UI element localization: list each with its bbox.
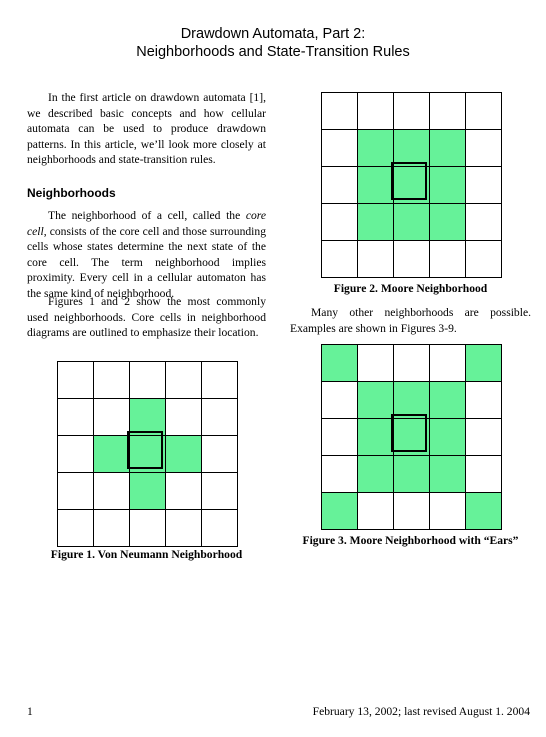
empty-cell: [322, 204, 358, 241]
empty-cell: [94, 510, 130, 547]
empty-cell: [322, 93, 358, 130]
grid-row: [58, 510, 238, 547]
empty-cell: [394, 93, 430, 130]
empty-cell: [202, 473, 238, 510]
grid-row: [322, 130, 502, 167]
neighbor-cell: [358, 382, 394, 419]
neighbor-cell: [430, 167, 466, 204]
core-cell-term: core cell: [27, 209, 266, 238]
neighbor-cell: [94, 436, 130, 473]
neighbor-cell: [430, 382, 466, 419]
neighbor-cell: [166, 436, 202, 473]
title-line-1: Drawdown Automata, Part 2:: [180, 26, 366, 42]
grid-row: [322, 345, 502, 382]
grid-row: [322, 493, 502, 530]
section-heading: Neighborhoods: [27, 186, 116, 200]
empty-cell: [430, 93, 466, 130]
empty-cell: [430, 345, 466, 382]
empty-cell: [358, 93, 394, 130]
neighbor-cell: [358, 419, 394, 456]
core-cell-outline: [391, 414, 427, 452]
empty-cell: [358, 493, 394, 530]
neighbor-cell: [358, 204, 394, 241]
empty-cell: [322, 167, 358, 204]
para2-after: , consists of the core cell and those surrounding cells whose states determine the next state of the core cell. The term neighborhood implies proximity. Every cell in a cellular automaton has the same kind of neighborhood.: [27, 224, 266, 300]
neighbor-cell: [358, 456, 394, 493]
figure-3-caption: Figure 3. Moore Neighborhood with “Ears”: [302, 534, 519, 547]
empty-cell: [466, 382, 502, 419]
empty-cell: [322, 456, 358, 493]
other-neighborhoods-paragraph: Many other neighborhoods are possible. Examples are shown in Figures 3-9.: [290, 306, 531, 335]
neighbor-cell: [430, 456, 466, 493]
empty-cell: [202, 436, 238, 473]
empty-cell: [94, 399, 130, 436]
empty-cell: [202, 510, 238, 547]
neighbor-cell: [130, 399, 166, 436]
empty-cell: [358, 241, 394, 278]
empty-cell: [202, 399, 238, 436]
empty-cell: [322, 130, 358, 167]
grid-row: [322, 456, 502, 493]
empty-cell: [466, 456, 502, 493]
title-line-2: Neighborhoods and State-Transition Rules: [136, 44, 410, 60]
neighbor-cell: [466, 493, 502, 530]
empty-cell: [58, 362, 94, 399]
para2-before: The neighborhood of a cell, called the: [48, 209, 246, 222]
neighbor-cell: [430, 419, 466, 456]
neighbor-cell: [430, 204, 466, 241]
empty-cell: [466, 241, 502, 278]
grid-row: [58, 399, 238, 436]
intro-paragraph: In the first article on drawdown automata [1], we described basic concepts and how cellular automata can be used to produce drawdown patterns. In this article, we’ll look more closely at neighborhoods and state-transition rules.: [27, 91, 266, 166]
empty-cell: [94, 362, 130, 399]
empty-cell: [394, 345, 430, 382]
grid-row: [58, 473, 238, 510]
neighbor-cell: [358, 167, 394, 204]
page-number: 1: [27, 705, 33, 718]
empty-cell: [466, 130, 502, 167]
empty-cell: [322, 382, 358, 419]
empty-cell: [202, 362, 238, 399]
empty-cell: [58, 510, 94, 547]
neighbor-cell: [322, 345, 358, 382]
empty-cell: [166, 399, 202, 436]
neighbor-cell: [358, 130, 394, 167]
empty-cell: [58, 436, 94, 473]
footer-date: February 13, 2002; last revised August 1. 2004: [312, 705, 530, 718]
empty-cell: [166, 473, 202, 510]
neighbor-cell: [394, 456, 430, 493]
empty-cell: [466, 93, 502, 130]
empty-cell: [130, 510, 166, 547]
figure-1-caption: Figure 1. Von Neumann Neighborhood: [50, 548, 243, 561]
grid-row: [322, 204, 502, 241]
empty-cell: [322, 419, 358, 456]
grid-row: [322, 93, 502, 130]
neighborhood-paragraph: [27, 208, 266, 301]
neighbor-cell: [394, 204, 430, 241]
empty-cell: [58, 473, 94, 510]
empty-cell: [466, 204, 502, 241]
figures-paragraph: Figures 1 and 2 show the most commonly used neighborhoods. Core cells in neighborhood diagrams are outlined to emphasize their location.: [27, 295, 266, 339]
neighbor-cell: [466, 345, 502, 382]
empty-cell: [466, 167, 502, 204]
empty-cell: [94, 473, 130, 510]
grid-row: [322, 241, 502, 278]
empty-cell: [466, 419, 502, 456]
figure-2-caption: Figure 2. Moore Neighborhood: [333, 282, 488, 295]
core-cell-outline: [391, 162, 427, 200]
core-cell-outline: [127, 431, 163, 469]
neighbor-cell: [130, 473, 166, 510]
neighbor-cell: [394, 382, 430, 419]
neighbor-cell: [430, 130, 466, 167]
empty-cell: [394, 241, 430, 278]
grid-row: [58, 362, 238, 399]
empty-cell: [430, 493, 466, 530]
empty-cell: [394, 493, 430, 530]
neighbor-cell: [394, 130, 430, 167]
neighbor-cell: [322, 493, 358, 530]
empty-cell: [322, 241, 358, 278]
empty-cell: [166, 362, 202, 399]
grid-row: [322, 382, 502, 419]
empty-cell: [130, 362, 166, 399]
empty-cell: [166, 510, 202, 547]
empty-cell: [358, 345, 394, 382]
empty-cell: [58, 399, 94, 436]
empty-cell: [430, 241, 466, 278]
